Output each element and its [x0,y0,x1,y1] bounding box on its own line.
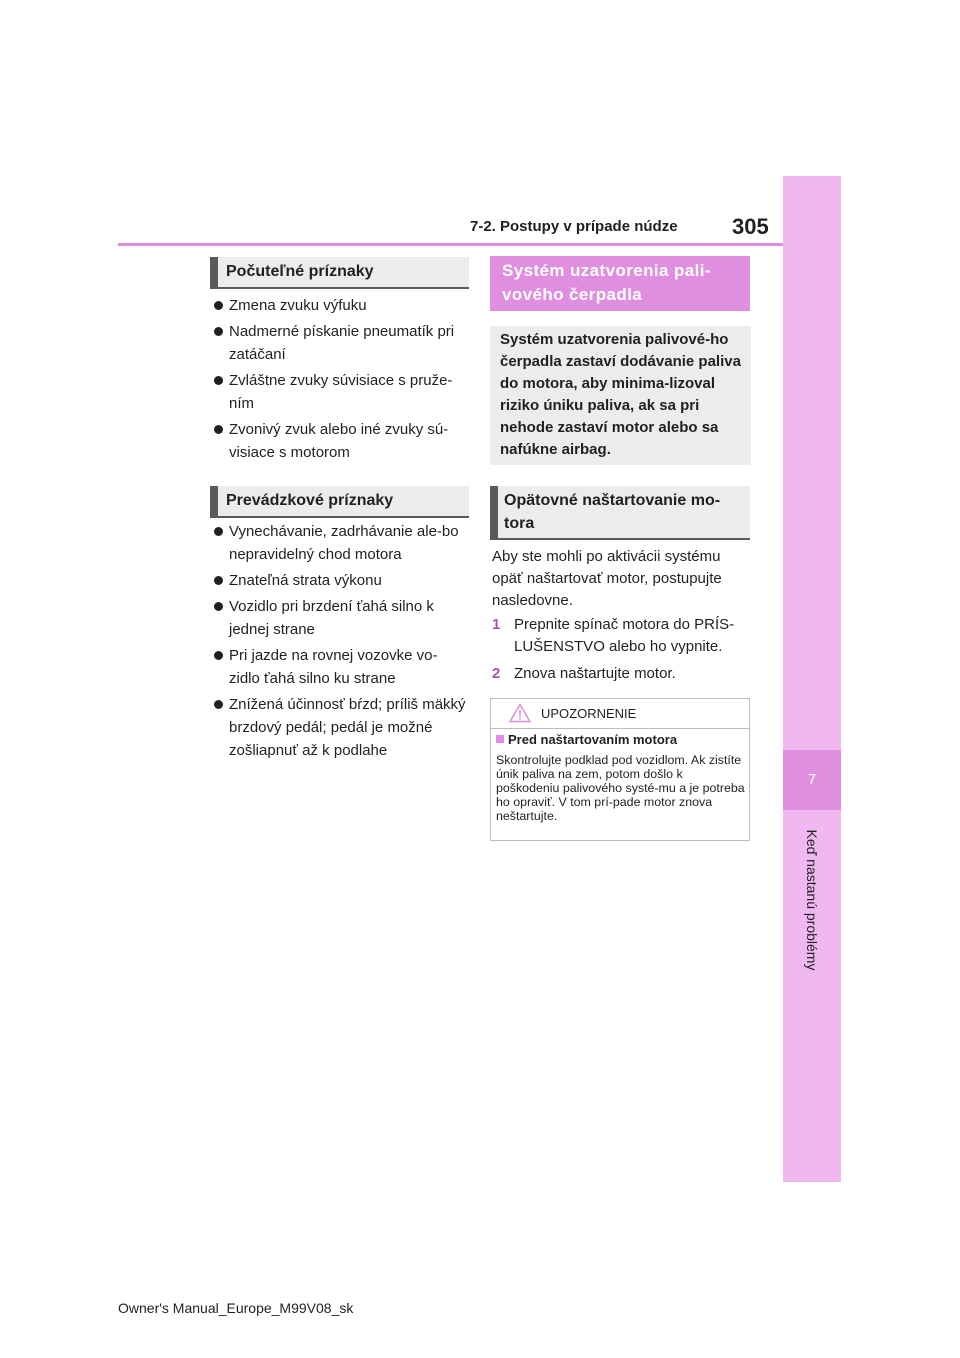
list-item: Vozidlo pri brzdení ťahá silno k jednej strane [213,595,444,641]
list-item: Znateľná strata výkonu [213,569,475,592]
step-number: 1 [492,616,501,633]
chapter-side-tab [783,176,841,1182]
list-item: Zmena zvuku výfuku [213,294,475,317]
list-item: Vynechávanie, zadrhávanie ale-bo nepravidelný chod motora [213,520,467,566]
header-rule [118,243,783,246]
chapter-title-vertical: Keď nastanú problémy [804,829,820,971]
restart-steps-list [492,614,757,690]
operational-symptoms-list [213,520,475,765]
warning-text: Skontrolujte podklad pod vozidlom. Ak zistíte únik paliva na zem, potom došlo k poškodeniu palivového systé-mu a je potreba ho opraviť. V tom prí-pade motor znova neštartujte. [496,753,745,823]
warning-triangle-icon [509,703,531,723]
warning-subtitle-row [496,732,677,747]
fuel-pump-description: Systém uzatvorenia palivové-ho čerpadla zastaví dodávanie paliva do motora, aby minima-lizoval riziko úniku paliva, ak sa pri nehode zastaví motor alebo sa nafúkne airbag. [490,326,751,465]
step-text: Znova naštartujte motor. [514,665,676,682]
list-item: Zvláštne zvuky súvisiace s pruže-ním [213,369,469,415]
section-title: 7-2. Postupy v prípade núdze [470,218,678,235]
list-item: Pri jazde na rovnej vozovke vo-zidlo ťahá silno ku strane [213,644,467,690]
operational-symptoms-heading-text: Prevádzkové príznaky [226,492,394,509]
list-item: Nadmerné pískanie pneumatík pri zatáčaní [213,320,464,366]
warning-header [491,699,749,729]
restart-engine-heading [490,486,750,540]
chapter-number-badge: 7 [783,750,841,810]
audible-symptoms-heading-text: Počuteľné príznaky [226,263,374,280]
warning-subtitle: Pred naštartovaním motora [508,732,678,747]
footer-manual-id: Owner's Manual_Europe_M99V08_sk [118,1300,354,1316]
page-number: 305 [732,214,769,239]
restart-intro-paragraph: Aby ste mohli po aktivácii systému opäť naštartovať motor, postupujte nasledovne. [492,548,722,609]
list-item: Zvonivý zvuk alebo iné zvuky sú-visiace s motorom [213,418,465,464]
audible-symptoms-list [213,294,475,467]
warning-title: UPOZORNENIE [541,706,637,721]
step-text: Prepnite spínač motora do PRÍS-LUŠENSTVO alebo ho vypnite. [514,616,735,655]
square-bullet-icon [496,735,504,743]
step-number: 2 [492,665,501,682]
warning-box [490,698,750,841]
list-item: Znížená účinnosť bŕzd; príliš mäkký brzdový pedál; pedál je možné zošliapnuť až k podlahe [213,693,474,762]
step-item [492,614,757,658]
fuel-pump-heading: Systém uzatvorenia pali-vového čerpadla [490,256,750,311]
audible-symptoms-heading [210,257,469,289]
restart-engine-heading-text: Opätovné naštartovanie mo-tora [504,492,721,532]
operational-symptoms-heading [210,486,469,518]
step-item [492,663,757,685]
